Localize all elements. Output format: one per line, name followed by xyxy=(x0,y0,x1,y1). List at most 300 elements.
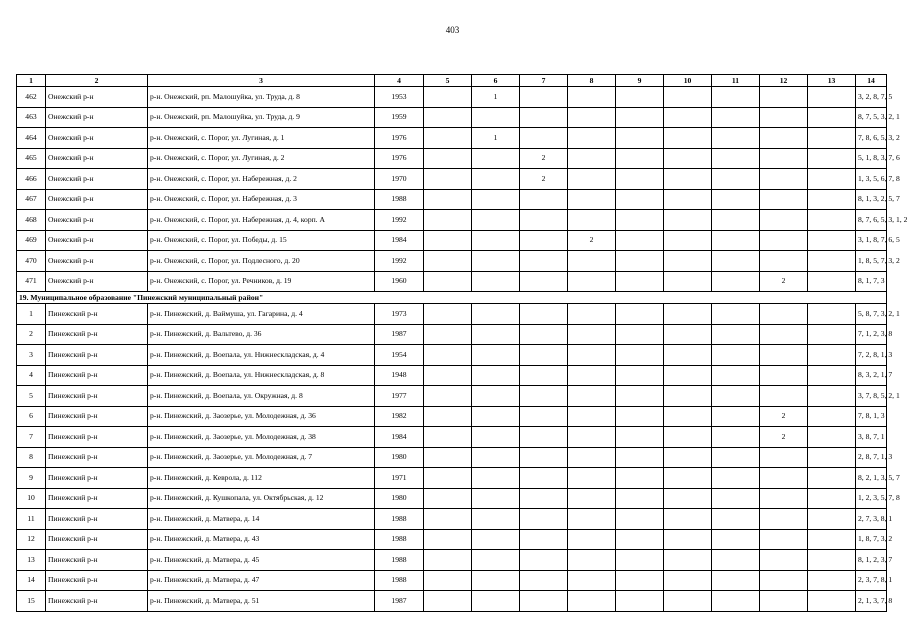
col13-cell xyxy=(808,107,856,128)
table-row xyxy=(17,570,887,591)
col6-cell xyxy=(472,210,520,231)
table-row xyxy=(17,324,887,345)
col6-cell xyxy=(472,345,520,366)
col13-cell xyxy=(808,345,856,366)
district-cell: Пинежский р-н xyxy=(46,386,148,407)
col14-cell: 1, 8, 7, 3, 2 xyxy=(856,529,887,550)
col9-cell xyxy=(616,345,664,366)
row-number: 5 xyxy=(17,386,46,407)
col8-cell xyxy=(568,210,616,231)
column-header: 5 xyxy=(424,75,472,87)
col5-cell xyxy=(424,488,472,509)
col12-cell xyxy=(760,447,808,468)
col9-cell xyxy=(616,128,664,149)
address-cell: р-н. Онежский, рп. Малошуйка, ул. Труда, д. 8 xyxy=(148,87,375,108)
address-cell: р-н. Пинежский, д. Воепала, ул. Окружная, д. 8 xyxy=(148,386,375,407)
col11-cell xyxy=(712,447,760,468)
address-cell: р-н. Пинежский, д. Воепала, ул. Нижнескладская, д. 8 xyxy=(148,365,375,386)
col6-cell xyxy=(472,107,520,128)
row-number: 11 xyxy=(17,509,46,530)
col14-cell: 8, 2, 1, 3, 5, 7 xyxy=(856,468,887,489)
year-cell: 1987 xyxy=(375,324,424,345)
table-row xyxy=(17,529,887,550)
row-number: 1 xyxy=(17,304,46,325)
col7-cell xyxy=(520,509,568,530)
col13-cell xyxy=(808,468,856,489)
address-cell: р-н. Пинежский, д. Ваймуша, ул. Гагарина, д. 4 xyxy=(148,304,375,325)
col9-cell xyxy=(616,365,664,386)
col7-cell xyxy=(520,87,568,108)
col12-cell xyxy=(760,189,808,210)
address-cell: р-н. Онежский, с. Порог, ул. Речников, д. 19 xyxy=(148,271,375,292)
year-cell: 1980 xyxy=(375,488,424,509)
col7-cell xyxy=(520,550,568,571)
column-header: 9 xyxy=(616,75,664,87)
col6-cell xyxy=(472,148,520,169)
table-row xyxy=(17,468,887,489)
col14-cell: 7, 8, 1, 3 xyxy=(856,406,887,427)
col6-cell xyxy=(472,386,520,407)
district-cell: Пинежский р-н xyxy=(46,509,148,530)
address-cell: р-н. Пинежский, д. Матвера, д. 45 xyxy=(148,550,375,571)
col8-cell xyxy=(568,87,616,108)
col10-cell xyxy=(664,148,712,169)
col8-cell xyxy=(568,427,616,448)
row-number: 470 xyxy=(17,251,46,272)
col10-cell xyxy=(664,509,712,530)
col7-cell xyxy=(520,345,568,366)
col8-cell xyxy=(568,529,616,550)
col10-cell xyxy=(664,591,712,612)
col11-cell xyxy=(712,148,760,169)
col5-cell xyxy=(424,406,472,427)
address-cell: р-н. Пинежский, д. Вальтево, д. 36 xyxy=(148,324,375,345)
address-cell: р-н. Пинежский, д. Матвера, д. 14 xyxy=(148,509,375,530)
district-cell: Онежский р-н xyxy=(46,148,148,169)
table-row xyxy=(17,427,887,448)
col10-cell xyxy=(664,488,712,509)
row-number: 6 xyxy=(17,406,46,427)
col12-cell xyxy=(760,365,808,386)
row-number: 9 xyxy=(17,468,46,489)
address-cell: р-н. Пинежский, д. Воепала, ул. Нижнескладская, д. 4 xyxy=(148,345,375,366)
col10-cell xyxy=(664,251,712,272)
col12-cell xyxy=(760,107,808,128)
year-cell: 1992 xyxy=(375,210,424,231)
col8-cell xyxy=(568,591,616,612)
col5-cell xyxy=(424,591,472,612)
col13-cell xyxy=(808,169,856,190)
district-cell: Пинежский р-н xyxy=(46,591,148,612)
col10-cell xyxy=(664,189,712,210)
col7-cell xyxy=(520,251,568,272)
row-number: 468 xyxy=(17,210,46,231)
col5-cell xyxy=(424,169,472,190)
year-cell: 1976 xyxy=(375,148,424,169)
col6-cell xyxy=(472,550,520,571)
col10-cell xyxy=(664,87,712,108)
col6-cell: 1 xyxy=(472,128,520,149)
district-cell: Онежский р-н xyxy=(46,251,148,272)
col8-cell xyxy=(568,251,616,272)
col11-cell xyxy=(712,251,760,272)
table-row xyxy=(17,406,887,427)
col8-cell xyxy=(568,107,616,128)
col13-cell xyxy=(808,591,856,612)
col7-cell xyxy=(520,304,568,325)
col6-cell xyxy=(472,251,520,272)
col5-cell xyxy=(424,529,472,550)
col6-cell xyxy=(472,570,520,591)
table-row xyxy=(17,488,887,509)
col9-cell xyxy=(616,169,664,190)
year-cell: 1954 xyxy=(375,345,424,366)
col5-cell xyxy=(424,570,472,591)
district-cell: Онежский р-н xyxy=(46,189,148,210)
col12-cell xyxy=(760,304,808,325)
col12-cell xyxy=(760,591,808,612)
section-header-row xyxy=(17,292,887,304)
col11-cell xyxy=(712,406,760,427)
col8-cell xyxy=(568,509,616,530)
col8-cell xyxy=(568,169,616,190)
row-number: 466 xyxy=(17,169,46,190)
col8-cell xyxy=(568,345,616,366)
district-cell: Пинежский р-н xyxy=(46,488,148,509)
col11-cell xyxy=(712,271,760,292)
col7-cell xyxy=(520,447,568,468)
column-header: 13 xyxy=(808,75,856,87)
col9-cell xyxy=(616,591,664,612)
table-row xyxy=(17,189,887,210)
district-cell: Онежский р-н xyxy=(46,169,148,190)
row-number: 13 xyxy=(17,550,46,571)
address-cell: р-н. Онежский, с. Порог, ул. Набережная, д. 3 xyxy=(148,189,375,210)
col6-cell xyxy=(472,271,520,292)
year-cell: 1982 xyxy=(375,406,424,427)
col12-cell xyxy=(760,210,808,231)
year-cell: 1980 xyxy=(375,447,424,468)
col7-cell xyxy=(520,427,568,448)
table-row xyxy=(17,447,887,468)
col7-cell xyxy=(520,271,568,292)
address-cell: р-н. Пинежский, д. Кушкопала, ул. Октябрьская, д. 12 xyxy=(148,488,375,509)
col13-cell xyxy=(808,251,856,272)
col5-cell xyxy=(424,427,472,448)
col6-cell xyxy=(472,324,520,345)
address-cell: р-н. Онежский, с. Порог, ул. Победы, д. 15 xyxy=(148,230,375,251)
col13-cell xyxy=(808,550,856,571)
col8-cell xyxy=(568,324,616,345)
col14-cell: 7, 2, 8, 1, 3 xyxy=(856,345,887,366)
col9-cell xyxy=(616,427,664,448)
col6-cell xyxy=(472,304,520,325)
col13-cell xyxy=(808,210,856,231)
col12-cell xyxy=(760,550,808,571)
col13-cell xyxy=(808,87,856,108)
col13-cell xyxy=(808,509,856,530)
col10-cell xyxy=(664,345,712,366)
address-cell: р-н. Пинежский, д. Матвера, д. 51 xyxy=(148,591,375,612)
district-cell: Пинежский р-н xyxy=(46,365,148,386)
col12-cell xyxy=(760,529,808,550)
row-number: 463 xyxy=(17,107,46,128)
col14-cell: 8, 1, 7, 3 xyxy=(856,271,887,292)
col11-cell xyxy=(712,87,760,108)
col12-cell xyxy=(760,251,808,272)
district-cell: Онежский р-н xyxy=(46,87,148,108)
col5-cell xyxy=(424,107,472,128)
col5-cell xyxy=(424,304,472,325)
table-row xyxy=(17,271,887,292)
col13-cell xyxy=(808,488,856,509)
table-row xyxy=(17,148,887,169)
year-cell: 1970 xyxy=(375,169,424,190)
district-cell: Пинежский р-н xyxy=(46,550,148,571)
col11-cell xyxy=(712,128,760,149)
col12-cell xyxy=(760,169,808,190)
col7-cell xyxy=(520,570,568,591)
col7-cell xyxy=(520,468,568,489)
table-row xyxy=(17,87,887,108)
district-cell: Пинежский р-н xyxy=(46,447,148,468)
col5-cell xyxy=(424,148,472,169)
col12-cell: 2 xyxy=(760,427,808,448)
col10-cell xyxy=(664,386,712,407)
col6-cell xyxy=(472,189,520,210)
col10-cell xyxy=(664,230,712,251)
district-cell: Онежский р-н xyxy=(46,230,148,251)
district-cell: Пинежский р-н xyxy=(46,304,148,325)
col9-cell xyxy=(616,324,664,345)
year-cell: 1988 xyxy=(375,529,424,550)
row-number: 4 xyxy=(17,365,46,386)
col5-cell xyxy=(424,271,472,292)
col9-cell xyxy=(616,550,664,571)
col12-cell xyxy=(760,345,808,366)
col8-cell xyxy=(568,148,616,169)
col14-cell: 5, 1, 8, 3, 7, 6 xyxy=(856,148,887,169)
row-number: 465 xyxy=(17,148,46,169)
col14-cell: 2, 3, 7, 8, 1 xyxy=(856,570,887,591)
col7-cell xyxy=(520,386,568,407)
year-cell: 1984 xyxy=(375,427,424,448)
col5-cell xyxy=(424,509,472,530)
col13-cell xyxy=(808,271,856,292)
col8-cell xyxy=(568,271,616,292)
col10-cell xyxy=(664,406,712,427)
col8-cell xyxy=(568,550,616,571)
col10-cell xyxy=(664,210,712,231)
col8-cell xyxy=(568,447,616,468)
col13-cell xyxy=(808,570,856,591)
address-cell: р-н. Пинежский, д. Матвера, д. 47 xyxy=(148,570,375,591)
col11-cell xyxy=(712,591,760,612)
col8-cell: 2 xyxy=(568,230,616,251)
row-number: 469 xyxy=(17,230,46,251)
column-header: 11 xyxy=(712,75,760,87)
row-number: 464 xyxy=(17,128,46,149)
col11-cell xyxy=(712,365,760,386)
col6-cell xyxy=(472,468,520,489)
address-cell: р-н. Онежский, с. Порог, ул. Лугиная, д. 2 xyxy=(148,148,375,169)
col12-cell xyxy=(760,230,808,251)
column-header: 4 xyxy=(375,75,424,87)
col9-cell xyxy=(616,107,664,128)
address-cell: р-н. Пинежский, д. Матвера, д. 43 xyxy=(148,529,375,550)
col13-cell xyxy=(808,189,856,210)
col10-cell xyxy=(664,468,712,489)
col7-cell xyxy=(520,406,568,427)
district-cell: Пинежский р-н xyxy=(46,406,148,427)
col13-cell xyxy=(808,447,856,468)
district-cell: Пинежский р-н xyxy=(46,468,148,489)
section-rows xyxy=(17,292,887,304)
table-row xyxy=(17,128,887,149)
col12-cell xyxy=(760,148,808,169)
housing-register-table xyxy=(16,74,907,612)
col14-cell: 1, 2, 3, 5, 7, 8 xyxy=(856,488,887,509)
district-cell: Пинежский р-н xyxy=(46,345,148,366)
col8-cell xyxy=(568,488,616,509)
col5-cell xyxy=(424,251,472,272)
col6-cell xyxy=(472,365,520,386)
year-cell: 1988 xyxy=(375,189,424,210)
col8-cell xyxy=(568,570,616,591)
col14-cell: 3, 1, 8, 7, 6, 5 xyxy=(856,230,887,251)
table-row xyxy=(17,365,887,386)
address-cell: р-н. Пинежский, д. Кеврола, д. 112 xyxy=(148,468,375,489)
year-cell: 1973 xyxy=(375,304,424,325)
col7-cell: 2 xyxy=(520,169,568,190)
col9-cell xyxy=(616,468,664,489)
col12-cell xyxy=(760,386,808,407)
col5-cell xyxy=(424,468,472,489)
col13-cell xyxy=(808,529,856,550)
col11-cell xyxy=(712,550,760,571)
address-cell: р-н. Пинежский, д. Заозерье, ул. Молодежная, д. 36 xyxy=(148,406,375,427)
column-header: 6 xyxy=(472,75,520,87)
col14-cell: 7, 8, 6, 5, 3, 2 xyxy=(856,128,887,149)
col12-cell xyxy=(760,324,808,345)
district-cell: Пинежский р-н xyxy=(46,529,148,550)
year-cell: 1948 xyxy=(375,365,424,386)
row-number: 462 xyxy=(17,87,46,108)
col14-cell: 8, 1, 3, 2, 5, 7 xyxy=(856,189,887,210)
col7-cell xyxy=(520,128,568,149)
col13-cell xyxy=(808,386,856,407)
year-cell: 1959 xyxy=(375,107,424,128)
col11-cell xyxy=(712,570,760,591)
col11-cell xyxy=(712,304,760,325)
address-cell: р-н. Онежский, с. Порог, ул. Набережная, д. 4, корп. А xyxy=(148,210,375,231)
col10-cell xyxy=(664,365,712,386)
col13-cell xyxy=(808,365,856,386)
district-cell: Онежский р-н xyxy=(46,107,148,128)
col13-cell xyxy=(808,324,856,345)
col12-cell xyxy=(760,87,808,108)
col9-cell xyxy=(616,386,664,407)
col6-cell xyxy=(472,488,520,509)
col14-cell: 2, 7, 3, 8, 1 xyxy=(856,509,887,530)
row-number: 12 xyxy=(17,529,46,550)
table-row xyxy=(17,345,887,366)
col9-cell xyxy=(616,570,664,591)
col6-cell xyxy=(472,529,520,550)
row-number: 14 xyxy=(17,570,46,591)
year-cell: 1987 xyxy=(375,591,424,612)
col7-cell: 2 xyxy=(520,148,568,169)
col13-cell xyxy=(808,148,856,169)
col14-cell: 3, 8, 7, 1 xyxy=(856,427,887,448)
col14-cell: 1, 8, 5, 7, 3, 2 xyxy=(856,251,887,272)
table-row xyxy=(17,304,887,325)
column-header: 10 xyxy=(664,75,712,87)
year-cell: 1971 xyxy=(375,468,424,489)
col9-cell xyxy=(616,529,664,550)
onega-rows xyxy=(17,87,907,292)
column-header: 7 xyxy=(520,75,568,87)
col10-cell xyxy=(664,271,712,292)
year-cell: 1984 xyxy=(375,230,424,251)
col11-cell xyxy=(712,488,760,509)
col12-cell: 2 xyxy=(760,271,808,292)
col9-cell xyxy=(616,230,664,251)
col6-cell xyxy=(472,230,520,251)
col9-cell xyxy=(616,406,664,427)
col10-cell xyxy=(664,128,712,149)
col10-cell xyxy=(664,529,712,550)
table-row xyxy=(17,509,887,530)
address-cell: р-н. Онежский, рп. Малошуйка, ул. Труда, д. 9 xyxy=(148,107,375,128)
col14-cell: 3, 2, 8, 7, 5 xyxy=(856,87,887,108)
col11-cell xyxy=(712,169,760,190)
year-cell: 1992 xyxy=(375,251,424,272)
col7-cell xyxy=(520,324,568,345)
col7-cell xyxy=(520,529,568,550)
table-row xyxy=(17,550,887,571)
col10-cell xyxy=(664,447,712,468)
table-row xyxy=(17,251,887,272)
row-number: 10 xyxy=(17,488,46,509)
col7-cell xyxy=(520,488,568,509)
col9-cell xyxy=(616,509,664,530)
row-number: 2 xyxy=(17,324,46,345)
col11-cell xyxy=(712,324,760,345)
col7-cell xyxy=(520,365,568,386)
col11-cell xyxy=(712,468,760,489)
col11-cell xyxy=(712,210,760,231)
column-header: 2 xyxy=(46,75,148,87)
col7-cell xyxy=(520,107,568,128)
table-row xyxy=(17,210,887,231)
row-number: 8 xyxy=(17,447,46,468)
col8-cell xyxy=(568,386,616,407)
row-number: 3 xyxy=(17,345,46,366)
col6-cell xyxy=(472,447,520,468)
col8-cell xyxy=(568,468,616,489)
district-cell: Пинежский р-н xyxy=(46,324,148,345)
col11-cell xyxy=(712,509,760,530)
col13-cell xyxy=(808,128,856,149)
year-cell: 1988 xyxy=(375,570,424,591)
year-cell: 1960 xyxy=(375,271,424,292)
col11-cell xyxy=(712,529,760,550)
col12-cell xyxy=(760,488,808,509)
year-cell: 1988 xyxy=(375,550,424,571)
col11-cell xyxy=(712,189,760,210)
col8-cell xyxy=(568,128,616,149)
